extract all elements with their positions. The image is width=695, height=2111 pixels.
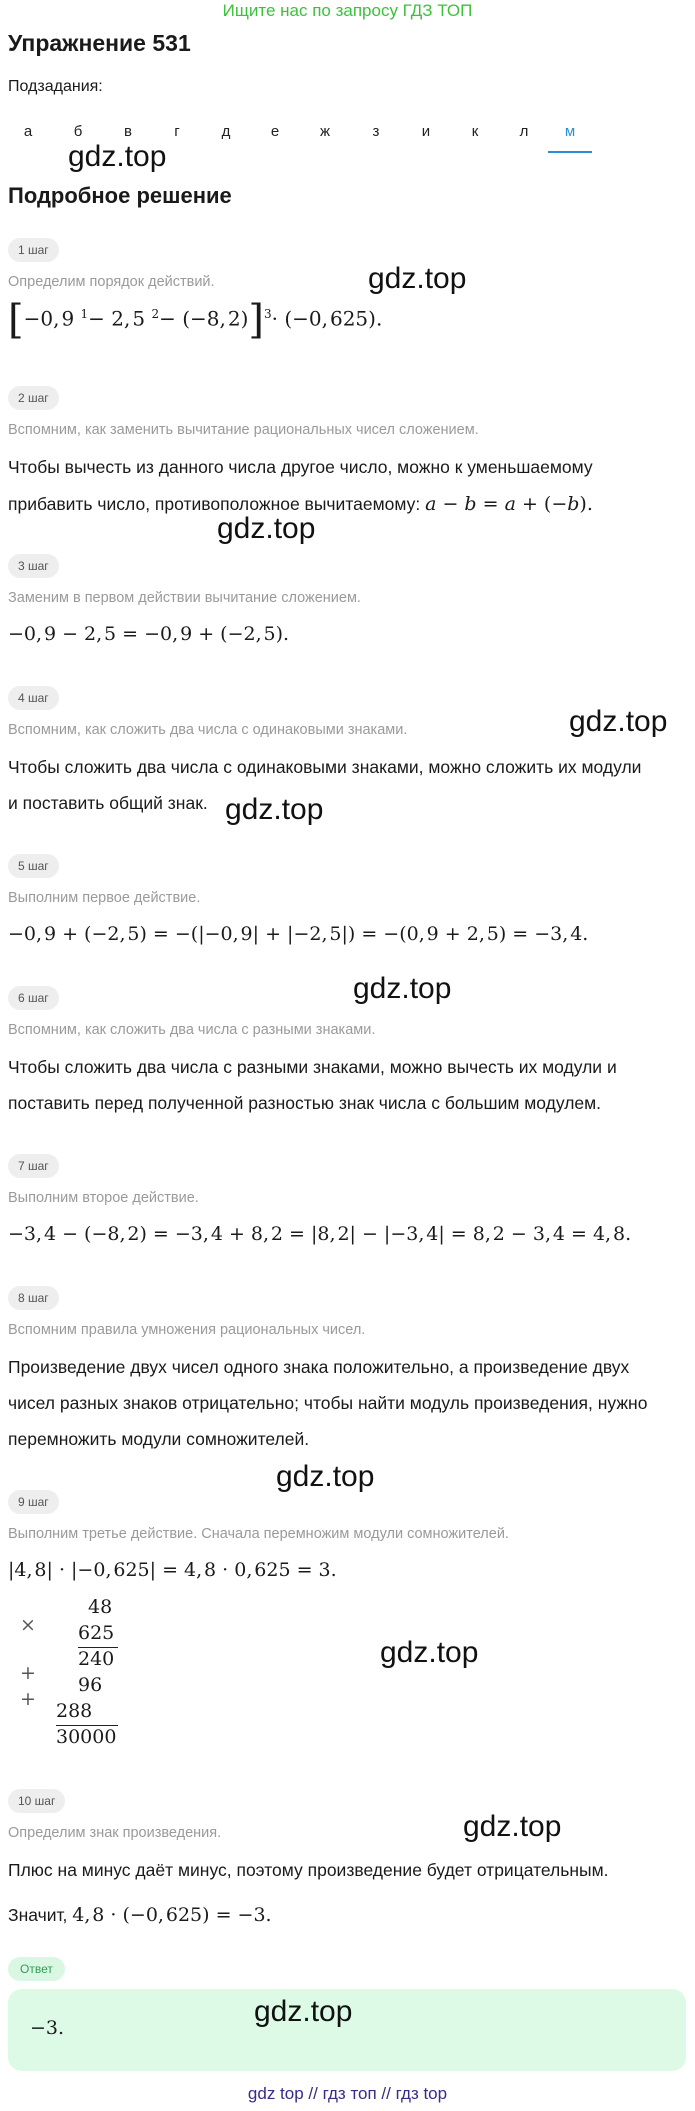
watermark: gdz.top: [380, 1636, 479, 1669]
step-text: Чтобы вычесть из данного числа другое число, можно к уменьшаемому: [8, 457, 593, 477]
factor-b: 625: [78, 1622, 115, 1644]
tab-d[interactable]: д: [221, 123, 231, 140]
tab-i[interactable]: и: [421, 123, 431, 140]
tab-v[interactable]: в: [124, 123, 132, 140]
subtasks-label: Подзадания:: [8, 78, 103, 95]
step-badge: 2 шаг: [8, 386, 59, 410]
step-badge: 3 шаг: [8, 554, 59, 578]
step-hint: Выполним первое действие.: [8, 890, 201, 906]
partial-3: 288: [56, 1700, 93, 1722]
watermark: gdz.top: [353, 972, 452, 1005]
step-text: Значит, 4, 8 · (−0, 625) = −3.: [8, 1904, 272, 1926]
step-text: и поставить общий знак.: [8, 793, 208, 813]
step-hint: Вспомним, как заменить вычитание рациональных чисел сложением.: [8, 422, 479, 438]
step-formula: −0, 9 + (−2, 5) = −(|−0, 9| + |−2, 5|) = −(0, 9 + 2, 5) = −3, 4.: [8, 923, 589, 945]
step-text: Чтобы сложить два числа с одинаковыми знаками, можно сложить их модули: [8, 757, 642, 777]
tab-l[interactable]: л: [519, 123, 529, 140]
step-badge: 6 шаг: [8, 986, 59, 1010]
tab-a[interactable]: а: [23, 123, 33, 140]
step-formula: |4, 8| · |−0, 625| = 4, 8 · 0, 625 = 3.: [8, 1559, 337, 1581]
step-formula: −3, 4 − (−8, 2) = −3, 4 + 8, 2 = |8, 2| − |−3, 4| = 8, 2 − 3, 4 = 4, 8.: [8, 1223, 632, 1245]
step-text: Произведение двух чисел одного знака положительно, а произведение двух: [8, 1357, 630, 1377]
watermark: gdz.top: [254, 1995, 353, 2028]
factor-a: 48: [88, 1596, 113, 1618]
answer-value: −3.: [30, 2017, 65, 2039]
footer-links[interactable]: gdz top // гдз топ // гдз top: [247, 2084, 448, 2103]
watermark: gdz.top: [569, 705, 668, 738]
section-title: Подробное решение: [8, 183, 232, 208]
step-text: чисел разных знаков отрицательно; чтобы найти модуль произведения, нужно: [8, 1393, 648, 1413]
step-badge: 1 шаг: [8, 238, 59, 262]
step-badge: 5 шаг: [8, 854, 59, 878]
mult-result: 30000: [56, 1726, 117, 1748]
step-text: поставить перед полученной разностью знак числа с большим модулем.: [8, 1093, 602, 1113]
tab-m[interactable]: м: [548, 117, 592, 153]
watermark: gdz.top: [368, 262, 467, 295]
watermark: gdz.top: [68, 140, 167, 173]
step-hint: Определим порядок действий.: [8, 274, 215, 290]
multiply-sign: ×: [20, 1614, 36, 1636]
step-text: перемножить модули сомножителей.: [8, 1429, 310, 1449]
page-title: Упражнение 531: [8, 30, 191, 56]
step-text: Плюс на минус даёт минус, поэтому произведение будет отрицательным.: [8, 1860, 609, 1880]
tab-b[interactable]: б: [73, 123, 83, 140]
column-multiplication: [8, 1596, 148, 1746]
partial-2: 96: [78, 1674, 103, 1696]
tab-g[interactable]: г: [174, 123, 180, 140]
step-text-part: Значит,: [8, 1905, 73, 1925]
tab-k[interactable]: к: [471, 123, 479, 140]
tab-z[interactable]: з: [372, 123, 380, 140]
watermark: gdz.top: [276, 1460, 375, 1493]
step-hint: Выполним второе действие.: [8, 1190, 199, 1206]
search-banner: Ищите нас по запросу ГДЗ ТОП: [222, 1, 473, 20]
watermark: gdz.top: [217, 512, 316, 545]
partial-1: 240: [78, 1648, 115, 1670]
step-text: прибавить число, противоположное вычитаемому: a − b = a + (−b).: [8, 493, 593, 515]
step-hint: Определим знак произведения.: [8, 1825, 222, 1841]
answer-badge: Ответ: [8, 1957, 65, 1981]
step-hint: Вспомним, как сложить два числа с одинаковыми знаками.: [8, 722, 408, 738]
step-hint: Вспомним правила умножения рациональных чисел.: [8, 1322, 366, 1338]
step-hint: Вспомним, как сложить два числа с разными знаками.: [8, 1022, 376, 1038]
tab-zh[interactable]: ж: [319, 123, 331, 140]
watermark: gdz.top: [463, 1810, 562, 1843]
tab-e[interactable]: е: [270, 123, 280, 140]
step-badge: 7 шаг: [8, 1154, 59, 1178]
plus-sign: +: [20, 1662, 36, 1684]
step-text-part: прибавить число, противоположное вычитаемому:: [8, 494, 426, 514]
step-badge: 4 шаг: [8, 686, 59, 710]
step-badge: 10 шаг: [8, 1789, 65, 1813]
step-hint: Выполним третье действие. Сначала перемножим модули сомножителей.: [8, 1526, 509, 1542]
step-formula: −0, 9 − 2, 5 = −0, 9 + (−2, 5).: [8, 623, 290, 645]
step-formula: [−0, 9 $^1$− 2, 5 $^2$− (−8, 2)]$^3$· (−0, 625).: [8, 297, 383, 343]
step-text: Чтобы сложить два числа с разными знаками, можно вычесть их модули и: [8, 1057, 617, 1077]
step-badge: 9 шаг: [8, 1490, 59, 1514]
plus-sign: +: [20, 1688, 36, 1710]
watermark: gdz.top: [225, 793, 324, 826]
step-badge: 8 шаг: [8, 1286, 59, 1310]
step-hint: Заменим в первом действии вычитание сложением.: [8, 590, 361, 606]
